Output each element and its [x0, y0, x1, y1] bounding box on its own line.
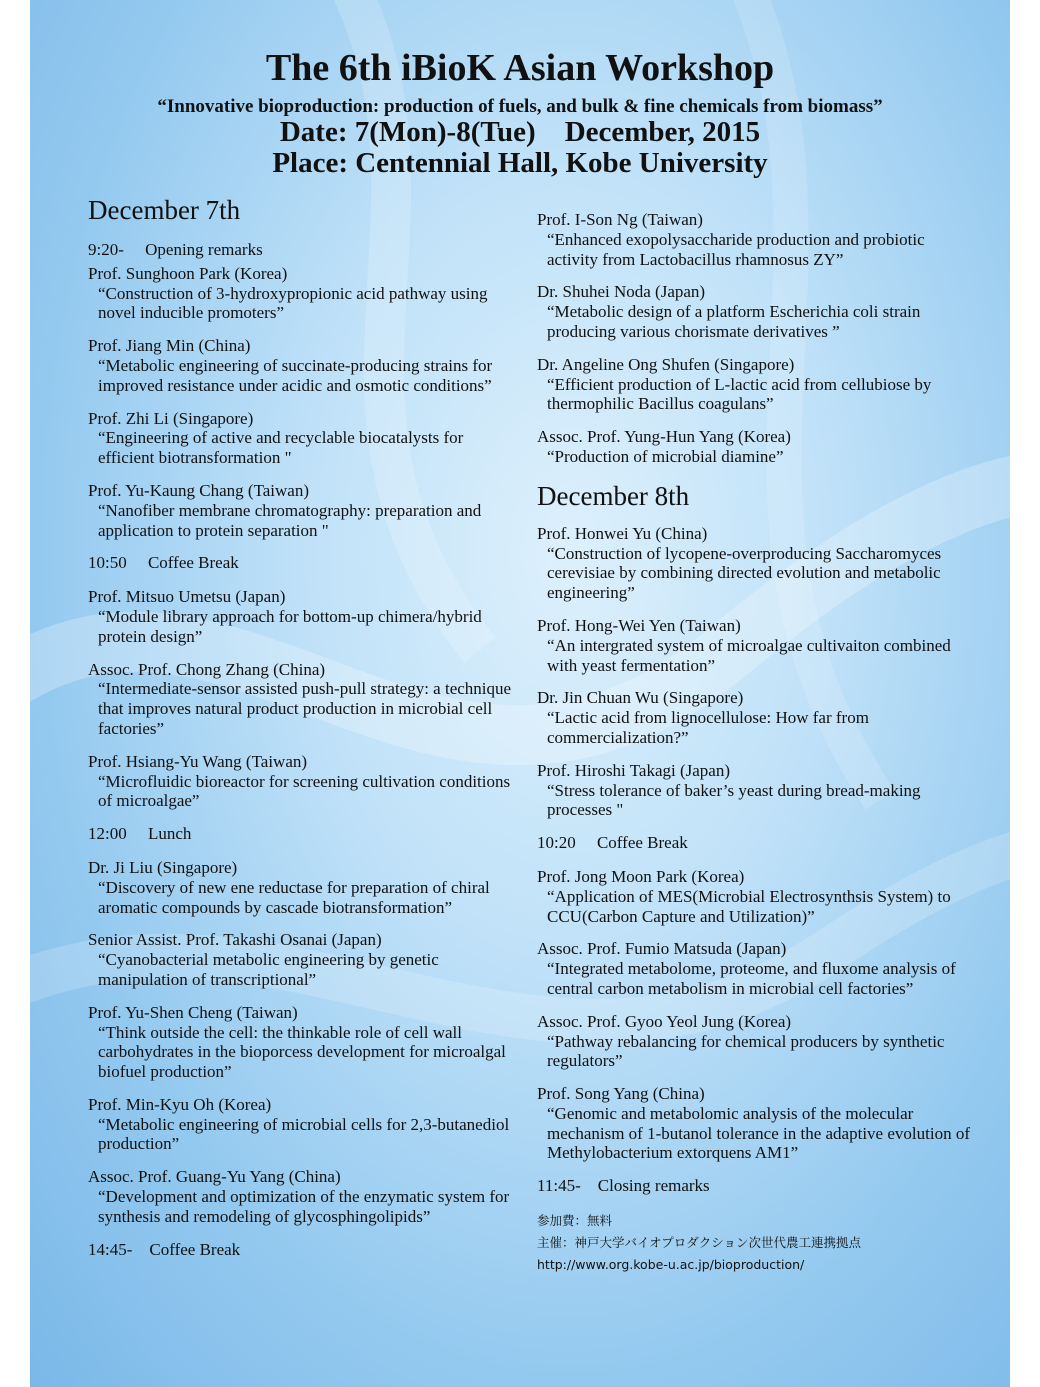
speaker-name: Prof. Hong-Wei Yen (Taiwan) [537, 615, 741, 635]
left-column [88, 194, 518, 1273]
talk-item [537, 761, 977, 820]
talk-title: “Cyanobacterial metabolic engineering by genetic manipulation of transcriptional” [98, 950, 439, 989]
right-column [537, 210, 977, 1276]
fee-text: 参加費：無料 [537, 1213, 613, 1229]
organizer-text: 主催：神戸大学バイオプロダクション次世代農工連携拠点 [537, 1235, 862, 1251]
talk-title: “Metabolic design of a platform Escherichia coli strain producing various chorismate derivatives ” [547, 302, 921, 341]
speaker-name: Prof. Yu-Kaung Chang (Taiwan) [88, 480, 310, 500]
workshop-title: The 6th iBioK Asian Workshop [265, 47, 775, 89]
talk-item [88, 1003, 518, 1082]
talk-title: “An intergrated system of microalgae cultivaiton combined with yeast fermentation” [547, 635, 951, 675]
talk-item [88, 1167, 518, 1226]
speaker-name: Prof. Hiroshi Takagi (Japan) [537, 760, 731, 780]
talk-title: “Engineering of active and recyclable biocatalysts for efficient biotransformation " [98, 428, 464, 468]
talk-title: “Construction of 3-hydroxypropionic acid pathway using novel inducible promoters” [98, 283, 488, 323]
talk-item [88, 481, 518, 540]
talk-title: “Metabolic engineering of microbial cells for 2,3-butanediol production” [98, 1114, 510, 1154]
speaker-name: Prof. Honwei Yu (China) [537, 523, 708, 543]
opening-remarks: 9:20- Opening remarks [88, 240, 263, 259]
speaker-name: Assoc. Prof. Guang-Yu Yang (China) [88, 1167, 341, 1187]
speaker-name: Dr. Angeline Ong Shufen (Singapore) [537, 354, 795, 374]
day2-heading: December 8th [537, 480, 690, 511]
talk-title: “Enhanced exopolysaccharide production and probiotic activity from Lactobacillus rhamnosus ZY” [547, 229, 925, 269]
speaker-name: Prof. Jong Moon Park (Korea) [537, 866, 745, 886]
speaker-name: Assoc. Prof. Gyoo Yeol Jung (Korea) [537, 1011, 792, 1031]
talk-item [88, 660, 518, 739]
talk-item [537, 524, 977, 603]
speaker-name: Assoc. Prof. Chong Zhang (China) [88, 659, 326, 679]
talk-title: “Nanofiber membrane chromatography: preparation and application to protein separation " [98, 500, 482, 540]
talk-title: “Metabolic engineering of succinate-producing strains for improved resistance under acidic and osmotic conditions” [98, 355, 493, 395]
talk-item [537, 1012, 977, 1071]
talk-item [537, 282, 977, 341]
talk-item [88, 752, 518, 811]
talk-item [537, 1084, 977, 1163]
talk-title: “Construction of lycopene-overproducing Saccharomyces cerevisiae by combining directed evolution and metabolic engineering” [547, 543, 942, 603]
speaker-name: Senior Assist. Prof. Takashi Osanai (Japan) [88, 930, 382, 950]
speaker-name: Dr. Shuhei Noda (Japan) [537, 282, 706, 302]
talk-item [88, 587, 518, 646]
talk-title: “Discovery of new ene reductase for preparation of chiral aromatic compounds by cascade biotransformation” [98, 877, 490, 917]
talk-title: “Production of microbial diamine” [547, 446, 784, 466]
talk-item [537, 867, 977, 926]
talk-item [88, 409, 518, 468]
workshop-subtitle: “Innovative bioproduction: production of fuels, and bulk & fine chemicals from biomass” [157, 96, 883, 117]
talk-item [88, 930, 518, 989]
talk-item [537, 427, 977, 467]
speaker-name: Prof. Zhi Li (Singapore) [88, 408, 254, 428]
place-line: Place: Centennial Hall, Kobe University [272, 147, 768, 179]
speaker-name: Dr. Ji Liu (Singapore) [88, 857, 238, 877]
coffee-break: 10:50 Coffee Break [88, 553, 239, 573]
speaker-name: Prof. Sunghoon Park (Korea) [88, 263, 288, 283]
talk-item [537, 939, 977, 998]
talk-title: “Module library approach for bottom-up chimera/hybrid protein design” [98, 606, 482, 646]
website-link[interactable]: http://www.org.kobe-u.ac.jp/bioproduction/ [537, 1257, 805, 1273]
talk-item [88, 858, 518, 917]
talk-item [88, 264, 518, 323]
talk-item [537, 210, 977, 269]
talk-group [88, 858, 518, 1227]
speaker-name: Prof. Song Yang (China) [537, 1084, 705, 1104]
speaker-name: Dr. Jin Chuan Wu (Singapore) [537, 688, 744, 708]
talk-title: “Efficient production of L-lactic acid from cellubiose by thermophilic Bacillus coagulans” [547, 374, 932, 414]
speaker-name: Assoc. Prof. Fumio Matsuda (Japan) [537, 939, 787, 959]
speaker-name: Prof. Hsiang-Yu Wang (Taiwan) [88, 751, 308, 771]
footer [537, 1210, 977, 1276]
talk-title: “Think outside the cell: the thinkable role of cell wall carbohydrates in the bioporcess development for microalgal biofuel production” [98, 1022, 506, 1082]
coffee-break: 10:20 Coffee Break [537, 833, 688, 853]
day1-heading: December 7th [88, 195, 241, 225]
talk-group [537, 867, 977, 1163]
talk-title: “Integrated metabolome, proteome, and fluxome analysis of central carbon metabolism in microbial cell factories” [547, 959, 956, 998]
speaker-name: Prof. I-Son Ng (Taiwan) [537, 210, 703, 229]
talk-title: “Lactic acid from lignocellulose: How far from commercialization?” [547, 708, 869, 747]
talk-item [88, 1095, 518, 1154]
talk-group [88, 587, 518, 811]
talk-item [88, 336, 518, 395]
lunch-break: 12:00 Lunch [88, 824, 192, 844]
speaker-name: Prof. Jiang Min (China) [88, 336, 251, 356]
coffee-break: 14:45- Coffee Break [88, 1239, 241, 1259]
speaker-name: Prof. Yu-Shen Cheng (Taiwan) [88, 1002, 298, 1022]
talk-group [537, 210, 977, 467]
speaker-name: Prof. Min-Kyu Oh (Korea) [88, 1094, 272, 1114]
speaker-name: Assoc. Prof. Yung-Hun Yang (Korea) [537, 427, 791, 447]
talk-title: “Microfluidic bioreactor for screening cultivation conditions of microalgae” [98, 771, 511, 811]
closing-remarks: 11:45- Closing remarks [537, 1176, 710, 1196]
talk-title: “Intermediate-sensor assisted push-pull strategy: a technique that improves natural product production in microbial cell factories” [98, 679, 512, 738]
talk-title: “Stress tolerance of baker’s yeast during bread-making processes " [547, 780, 921, 820]
talk-title: “Application of MES(Microbial Electrosynthsis System) to CCU(Carbon Capture and Utilization)” [547, 886, 951, 926]
talk-item [537, 688, 977, 747]
talk-item [537, 616, 977, 675]
poster [30, 0, 1010, 1387]
talk-title: “Genomic and metabolomic analysis of the molecular mechanism of 1-butanol tolerance in the adaptive evolution of Methylobacterium extorquens AM1” [547, 1103, 970, 1163]
date-line: Date: 7(Mon)-8(Tue) December, 2015 [279, 116, 761, 148]
talk-group [88, 264, 518, 541]
speaker-name: Prof. Mitsuo Umetsu (Japan) [88, 587, 286, 607]
talk-group [537, 524, 977, 820]
talk-item [537, 355, 977, 414]
talk-title: “Development and optimization of the enzymatic system for synthesis and remodeling of glycosphingolipids” [98, 1187, 510, 1226]
talk-title: “Pathway rebalancing for chemical producers by synthetic regulators” [547, 1031, 945, 1071]
